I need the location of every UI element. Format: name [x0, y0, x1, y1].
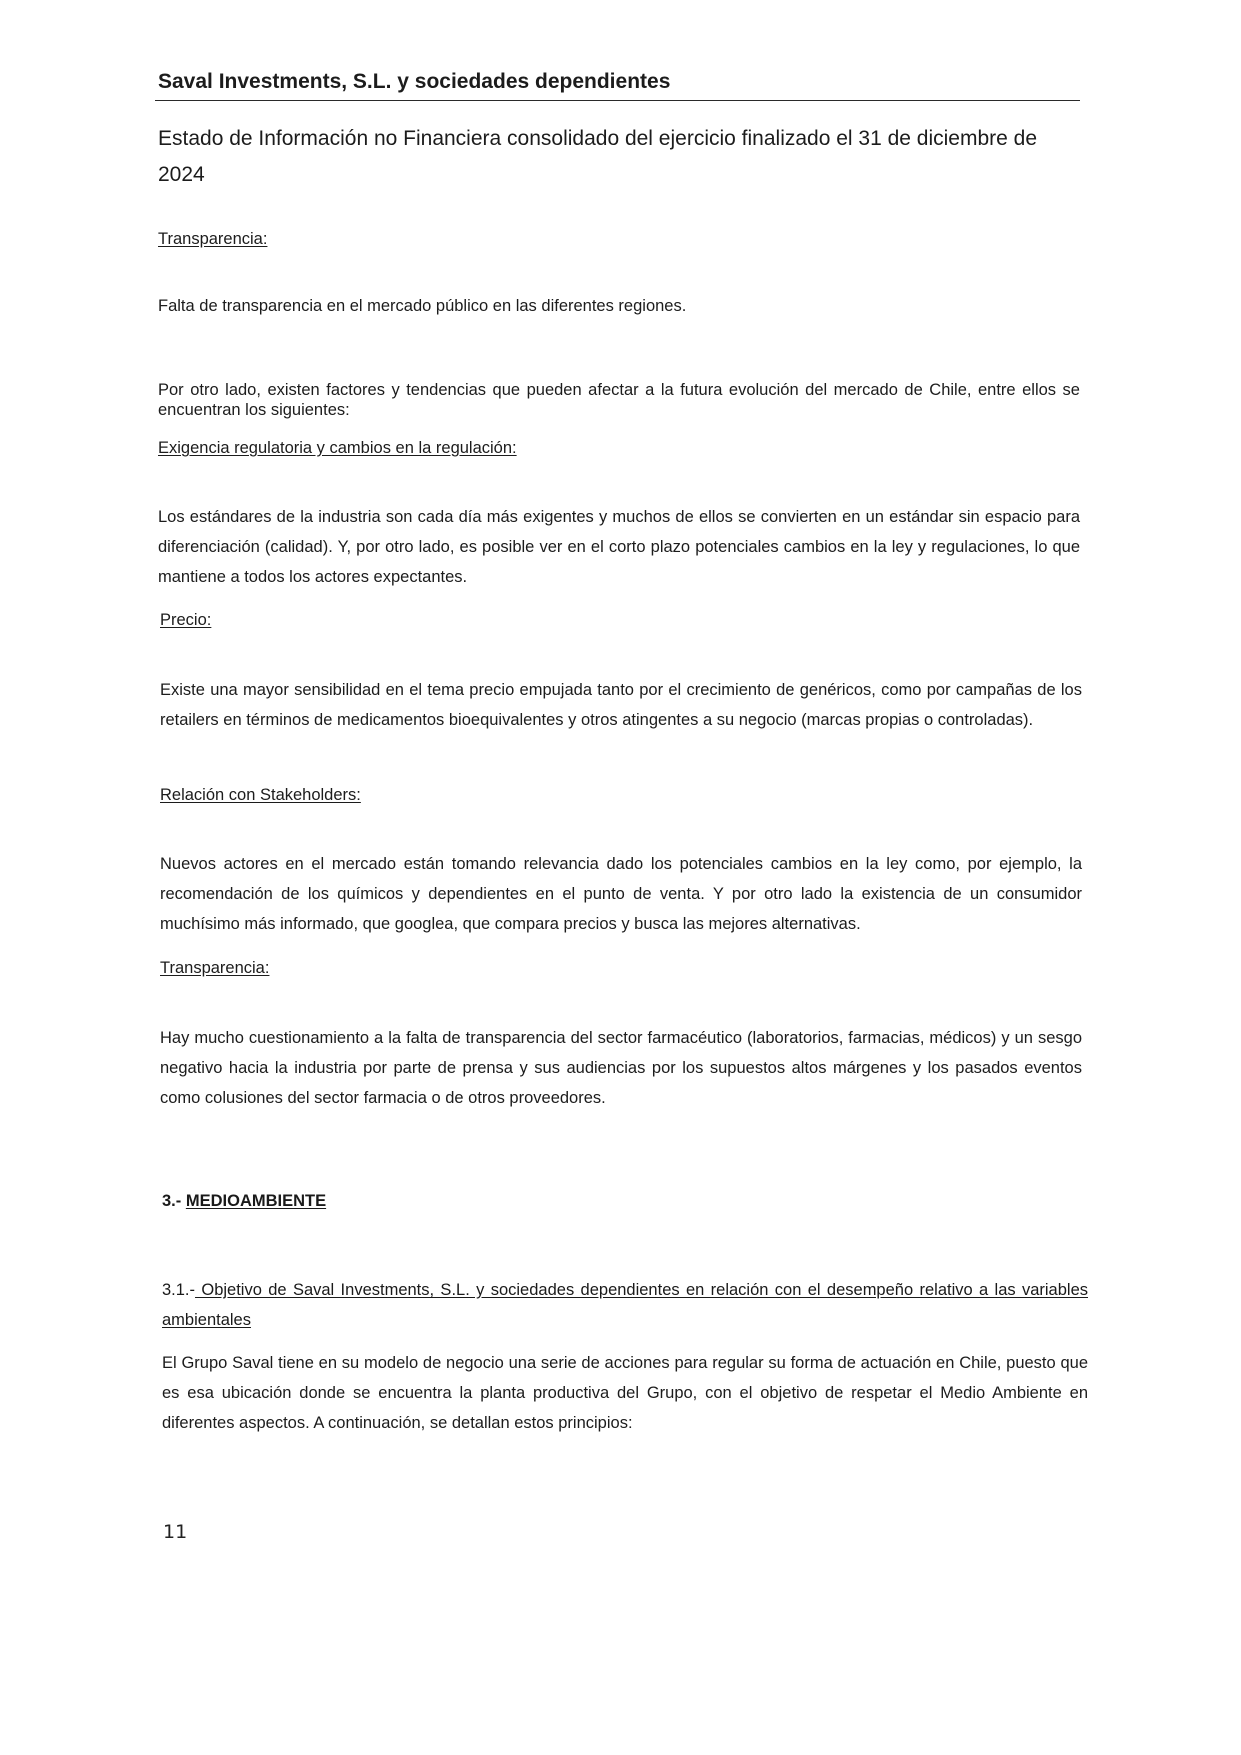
- section-heading-exigencia-regulatoria: Exigencia regulatoria y cambios en la regulación:: [158, 439, 517, 457]
- section-heading-transparencia-1: Transparencia:: [158, 230, 268, 248]
- paragraph-precio: Existe una mayor sensibilidad en el tema precio empujada tanto por el crecimiento de genéricos, como por campañas de los retailers en términos de medicamentos bioequivalentes y otros atingentes a su negocio (marcas propias o controladas).: [160, 681, 1082, 729]
- section-heading-precio: Precio:: [160, 611, 212, 629]
- chapter-number: 3.-: [162, 1192, 182, 1210]
- chapter-heading-medioambiente: [162, 1192, 326, 1211]
- section-heading-transparencia-2: Transparencia:: [160, 959, 270, 977]
- report-subtitle: Estado de Información no Financiera consolidado del ejercicio finalizado el 31 de diciembre de 2024: [158, 127, 1038, 186]
- subsection-number: 3.1.-: [162, 1281, 196, 1299]
- paragraph-exigencia-regulatoria: Los estándares de la industria son cada día más exigentes y muchos de ellos se convierten en un estándar sin espacio para diferenciación (calidad). Y, por otro lado, es posible ver en el corto plazo potenciales cambios en la ley y regulaciones, lo que mantiene a todos los actores expectantes.: [158, 508, 1080, 586]
- section-heading-stakeholders: Relación con Stakeholders:: [160, 786, 361, 804]
- paragraph-grupo-saval: El Grupo Saval tiene en su modelo de negocio una serie de acciones para regular su forma de actuación en Chile, puesto que es esa ubicación donde se encuentra la planta productiva del Grupo, con el objetivo de respetar el Medio Ambiente en diferentes aspectos. A continuación, se detallan estos principios:: [162, 1354, 1088, 1432]
- company-header: Saval Investments, S.L. y sociedades dependientes: [158, 70, 671, 93]
- header-divider: [155, 100, 1080, 101]
- subsection-title: Objetivo de Saval Investments, S.L. y sociedades dependientes en relación con el desempeño relativo a las variables ambientales: [162, 1281, 1088, 1329]
- paragraph-transparencia-1: Falta de transparencia en el mercado público en las diferentes regiones.: [158, 297, 687, 315]
- paragraph-transparencia-2: Hay mucho cuestionamiento a la falta de transparencia del sector farmacéutico (laboratorios, farmacias, médicos) y un sesgo negativo hacia la industria por parte de prensa y sus audiencias por los supuestos altos márgenes y los pasados eventos como colusiones del sector farmacia o de otros proveedores.: [160, 1029, 1082, 1107]
- subsection-heading-objetivo: [162, 1275, 1088, 1335]
- page-number: 11: [163, 1521, 188, 1543]
- chapter-title: MEDIOAMBIENTE: [185, 1192, 327, 1210]
- paragraph-stakeholders: Nuevos actores en el mercado están tomando relevancia dado los potenciales cambios en la ley como, por ejemplo, la recomendación de los químicos y dependientes en el punto de venta. Y por otro lado la existencia de un consumidor muchísimo más informado, que googlea, que compara precios y busca las mejores alternativas.: [160, 855, 1082, 933]
- paragraph-intro-factors: Por otro lado, existen factores y tendencias que pueden afectar a la futura evolución del mercado de Chile, entre ellos se encuentran los siguientes:: [158, 381, 1080, 419]
